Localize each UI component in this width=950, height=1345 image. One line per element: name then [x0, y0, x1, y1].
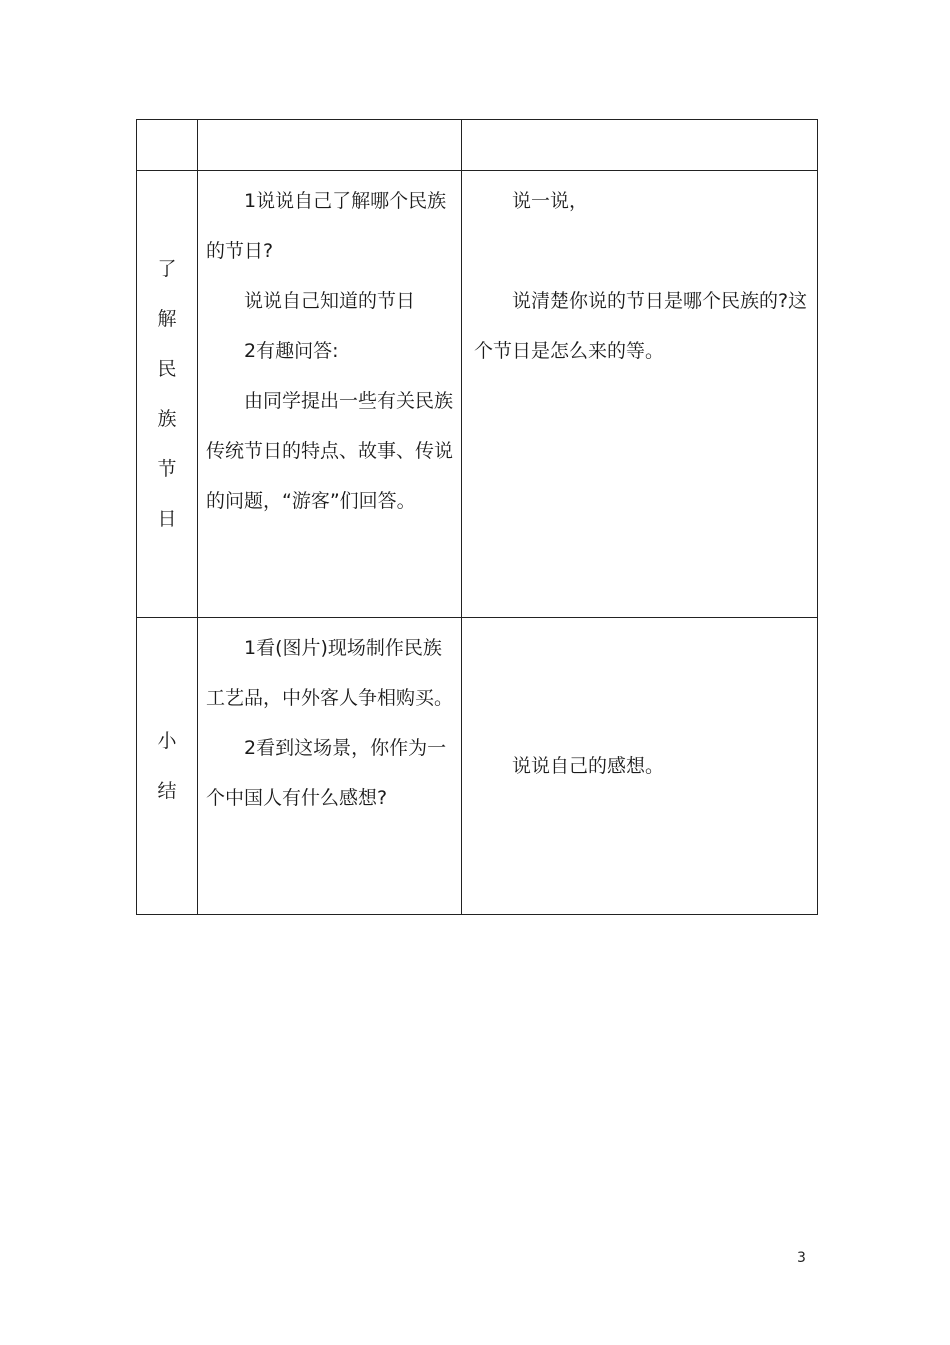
student-cell — [462, 171, 818, 618]
activity-text: 1说说自己了解哪个民族的节日? — [206, 190, 447, 262]
activity-cell — [198, 618, 462, 915]
row-label-cell — [137, 618, 198, 915]
lesson-plan-table — [136, 119, 818, 915]
student-text: 说一说， — [512, 190, 589, 212]
page-number: 3 — [797, 1250, 806, 1266]
row-label: 小结 — [157, 730, 177, 802]
activity-cell — [198, 171, 462, 618]
student-text: 说说自己的感想。 — [512, 755, 665, 777]
activity-text: 2看到这场景，你作为一个中国人有什么感想? — [206, 737, 447, 809]
table-header-row — [137, 120, 818, 171]
activity-text: 说说自己知道的节日 — [244, 290, 416, 312]
row-label: 了解民族节日 — [157, 258, 177, 530]
student-text: 说清楚你说的节日是哪个民族的?这个节日是怎么来的等。 — [474, 290, 808, 362]
activity-text: 1看(图片)现场制作民族工艺品，中外客人争相购买。 — [206, 637, 454, 709]
header-cell-3 — [462, 120, 818, 171]
row-label-cell — [137, 171, 198, 618]
table-row — [137, 171, 818, 618]
table-row — [137, 618, 818, 915]
activity-text: 2有趣问答: — [244, 340, 339, 362]
header-cell-1 — [137, 120, 198, 171]
header-cell-2 — [198, 120, 462, 171]
activity-text: 由同学提出一些有关民族传统节日的特点、故事、传说的问题，“游客”们回答。 — [206, 390, 454, 512]
student-cell — [462, 618, 818, 915]
